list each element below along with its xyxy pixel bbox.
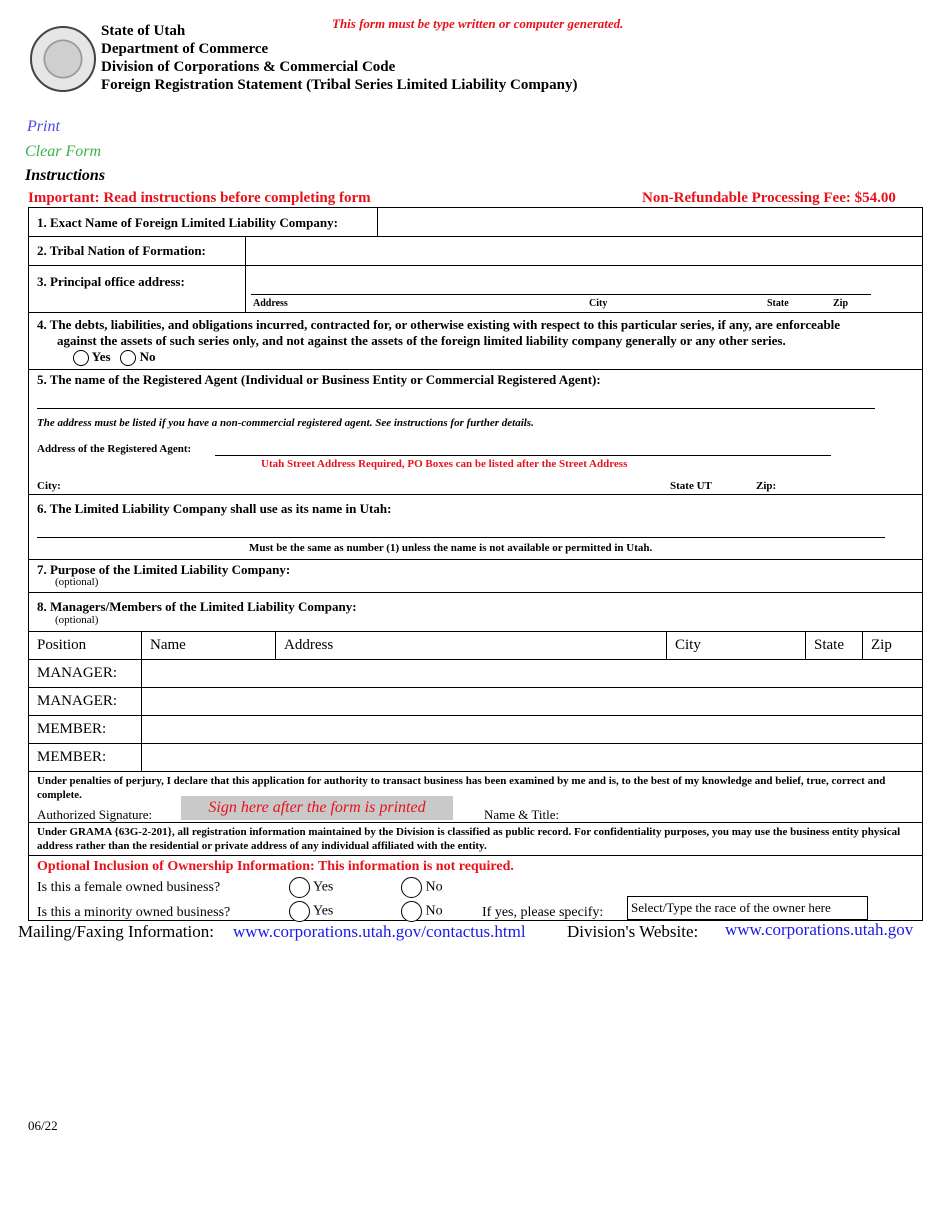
col-zip: Zip bbox=[863, 632, 923, 660]
q6-input[interactable] bbox=[37, 523, 885, 538]
minority-no-group bbox=[401, 901, 443, 922]
contact-link[interactable]: www.corporations.utah.gov/contactus.html bbox=[233, 922, 526, 941]
website-link[interactable]: www.corporations.utah.gov bbox=[725, 920, 914, 939]
header-line-4: Foreign Registration Statement (Tribal Series Limited Liability Company) bbox=[101, 77, 578, 93]
table-row bbox=[29, 744, 923, 772]
col-name: Name bbox=[142, 632, 276, 660]
female-yes-radio[interactable] bbox=[289, 877, 310, 898]
perjury-declaration: Under penalties of perjury, I declare that this application for authority to transact business has been examined by me and is, to the best of my knowledge and belief, true, correct and complete. bbox=[37, 775, 886, 801]
row-input[interactable] bbox=[142, 688, 923, 716]
managers-table bbox=[28, 631, 923, 772]
managers-header-row bbox=[29, 632, 923, 660]
q3-address-caption: Address bbox=[253, 298, 288, 309]
minority-no-label: No bbox=[425, 903, 443, 919]
table-row bbox=[29, 660, 923, 688]
q2-label: 2. Tribal Nation of Formation: bbox=[37, 243, 206, 258]
q1-label: 1. Exact Name of Foreign Limited Liability Company: bbox=[37, 215, 338, 230]
q5-address-label: Address of the Registered Agent: bbox=[37, 443, 192, 455]
q5-address-input[interactable] bbox=[215, 440, 831, 456]
q7-row bbox=[28, 559, 923, 592]
form-table bbox=[28, 207, 923, 921]
female-yes-group bbox=[289, 877, 333, 898]
minority-yes-label: Yes bbox=[312, 903, 334, 919]
header-line-1: State of Utah bbox=[101, 23, 186, 39]
q3-zip-caption: Zip bbox=[833, 298, 849, 309]
q2-input[interactable] bbox=[247, 239, 917, 263]
ownership-row bbox=[28, 856, 923, 921]
minority-yes-group bbox=[289, 901, 333, 922]
website-label: Division's Website: bbox=[567, 922, 699, 941]
female-owned-question: Is this a female owned business? bbox=[37, 880, 221, 895]
row-position: MANAGER: bbox=[29, 688, 142, 716]
q4-row bbox=[28, 312, 923, 369]
female-no-label: No bbox=[425, 879, 443, 895]
q4-label-b: against the assets of such series only, and not against the assets of the foreign limited liability company generally or any other series. bbox=[57, 333, 786, 348]
female-no-group bbox=[401, 877, 443, 898]
race-select[interactable]: Select/Type the race of the owner here bbox=[627, 896, 868, 920]
table-row bbox=[29, 688, 923, 716]
table-row bbox=[29, 716, 923, 744]
q1-input[interactable] bbox=[379, 210, 919, 234]
q8-optional: (optional) bbox=[55, 614, 99, 626]
name-title-label: Name & Title: bbox=[484, 807, 560, 822]
col-city: City bbox=[667, 632, 806, 660]
q8-label: 8. Managers/Members of the Limited Liability Company: bbox=[37, 599, 357, 614]
row-position: MEMBER: bbox=[29, 716, 142, 744]
minority-owned-question: Is this a minority owned business? bbox=[37, 905, 231, 920]
grama-row bbox=[28, 823, 923, 856]
q3-label: 3. Principal office address: bbox=[37, 274, 185, 289]
female-yes-label: Yes bbox=[312, 879, 334, 895]
q6-row bbox=[28, 494, 923, 559]
q5-row bbox=[28, 369, 923, 494]
q1-row bbox=[28, 207, 923, 236]
q5-agent-input[interactable] bbox=[37, 392, 875, 409]
q8-row bbox=[28, 592, 923, 631]
q7-label: 7. Purpose of the Limited Liability Company: bbox=[37, 562, 291, 577]
authorized-signature-label: Authorized Signature: bbox=[37, 807, 153, 822]
grama-text: Under GRAMA {63G-2-201}, all registration information maintained by the Division is classified as public record. For confidentiality purposes, you may use the business entity physical address rather than the residential or private address of any individual affiliated with the entity. bbox=[37, 826, 901, 852]
q5-state-label: State UT bbox=[670, 480, 712, 492]
q4-options bbox=[73, 349, 155, 366]
row-position: MEMBER: bbox=[29, 744, 142, 772]
col-position: Position bbox=[29, 632, 142, 660]
q3-state-caption: State bbox=[767, 298, 789, 309]
q5-zip-label: Zip: bbox=[756, 480, 777, 492]
date-code: 06/22 bbox=[28, 1118, 58, 1133]
q2-row bbox=[28, 236, 923, 265]
q5-street-note: Utah Street Address Required, PO Boxes can be listed after the Street Address bbox=[261, 458, 628, 470]
important-banner: Important: Read instructions before completing form bbox=[28, 190, 371, 206]
ownership-title: Optional Inclusion of Ownership Information: This information is not required. bbox=[37, 859, 514, 874]
minority-no-radio[interactable] bbox=[401, 901, 422, 922]
row-position: MANAGER: bbox=[29, 660, 142, 688]
q4-no-label: No bbox=[139, 349, 156, 364]
instructions-link[interactable]: Instructions bbox=[25, 167, 106, 184]
row-input[interactable] bbox=[142, 744, 923, 772]
q7-optional: (optional) bbox=[55, 576, 99, 588]
header-line-2: Department of Commerce bbox=[101, 41, 269, 57]
q3-row bbox=[28, 265, 923, 312]
q5-note: The address must be listed if you have a non-commercial registered agent. See instructions for further details. bbox=[37, 417, 534, 429]
mailing-label: Mailing/Faxing Information: bbox=[18, 922, 214, 941]
typewritten-notice: This form must be type written or computer generated. bbox=[332, 16, 624, 31]
fee-banner: Non-Refundable Processing Fee: $54.00 bbox=[642, 190, 896, 206]
q6-label: 6. The Limited Liability Company shall use as its name in Utah: bbox=[37, 501, 392, 516]
state-seal bbox=[30, 26, 96, 92]
specify-label: If yes, please specify: bbox=[482, 905, 604, 920]
q4-label-a: 4. The debts, liabilities, and obligations incurred, contracted for, or otherwise existing with respect to this particular series, if any, are enforceable bbox=[37, 317, 841, 332]
female-no-radio[interactable] bbox=[401, 877, 422, 898]
q3-input[interactable] bbox=[251, 278, 871, 295]
row-input[interactable] bbox=[142, 660, 923, 688]
q6-note: Must be the same as number (1) unless the name is not available or permitted in Utah. bbox=[249, 542, 653, 554]
col-state: State bbox=[806, 632, 863, 660]
q5-city-label: City: bbox=[37, 480, 61, 492]
q5-label: 5. The name of the Registered Agent (Individual or Business Entity or Commercial Registered Agent): bbox=[37, 372, 601, 387]
row-input[interactable] bbox=[142, 716, 923, 744]
q4-yes-label: Yes bbox=[91, 349, 111, 364]
signature-row bbox=[28, 772, 923, 823]
clear-form-link[interactable]: Clear Form bbox=[25, 143, 101, 160]
header-line-3: Division of Corporations & Commercial Code bbox=[101, 59, 396, 75]
minority-yes-radio[interactable] bbox=[289, 901, 310, 922]
header-block bbox=[101, 22, 578, 94]
signature-field[interactable]: Sign here after the form is printed bbox=[181, 796, 453, 820]
print-link[interactable]: Print bbox=[27, 118, 60, 135]
col-address: Address bbox=[276, 632, 667, 660]
q4-no-radio[interactable] bbox=[120, 350, 136, 366]
q4-yes-radio[interactable] bbox=[73, 350, 89, 366]
q3-city-caption: City bbox=[589, 298, 608, 309]
